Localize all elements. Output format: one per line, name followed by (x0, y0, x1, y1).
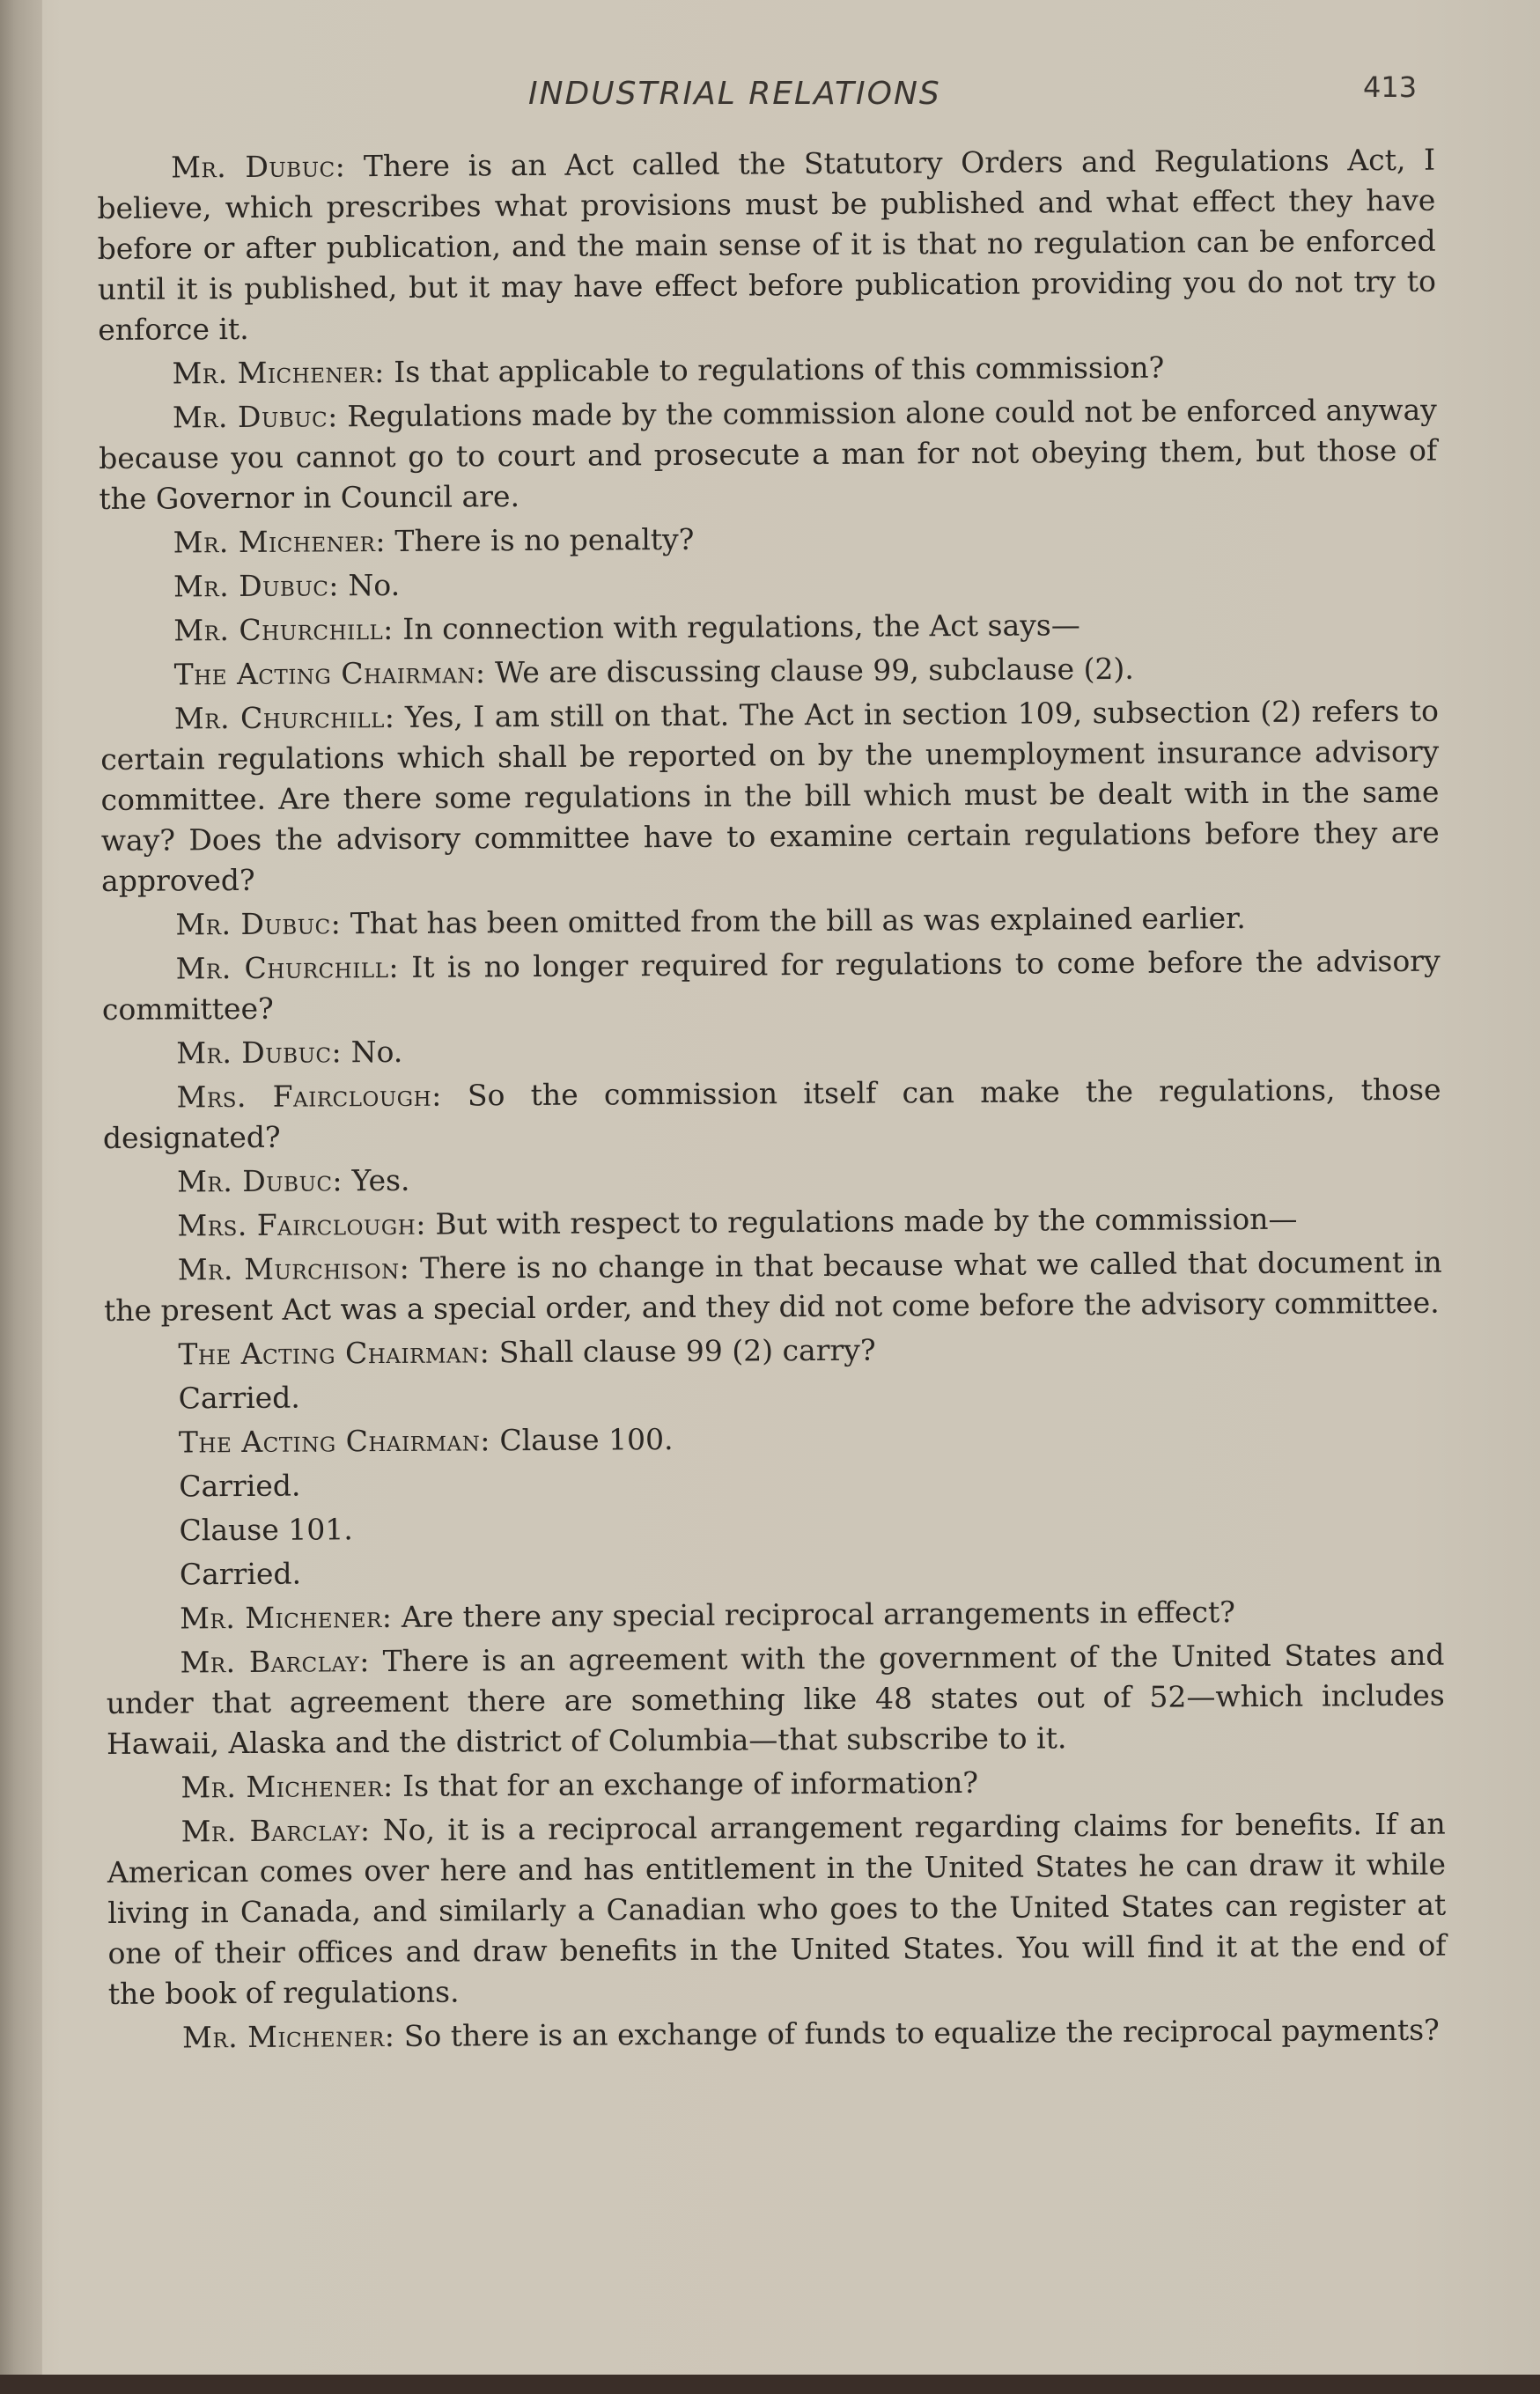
paragraph (108, 2010, 1447, 2059)
speaker-name: Mr. Churchill: (173, 699, 395, 736)
speaker-name: Mr. Dubuc: (175, 906, 342, 942)
paragraph (104, 1242, 1443, 1331)
book-spine-shadow (0, 0, 42, 2394)
speaker-name: Mr. Dubuc: (171, 149, 346, 185)
paragraph-text: There is an agreement with the government of the United States and under that agreement there are something like 48 states out of 52—which includes Hawaii, Alaska and the district of Columbia—that subscribe to it. (106, 1637, 1445, 1761)
speaker-name: Mr. Churchill: (173, 611, 394, 648)
paragraph (105, 1459, 1443, 1507)
paragraph (100, 647, 1439, 696)
paragraph-text: No. (342, 1034, 403, 1070)
paragraph-text: There is no change in that because what we called that document in the present Act was a special order, and they did not come before the advisory committee. (103, 1244, 1442, 1328)
paragraph-text: That has been omitted from the bill as was explained earlier. (341, 901, 1246, 941)
paragraph-text: No. (338, 567, 401, 603)
speaker-name: Mr. Dubuc: (173, 568, 340, 604)
page-number: 413 (1363, 70, 1418, 104)
speaker-name: Mr. Michener: (180, 1599, 393, 1636)
paragraph (102, 1026, 1441, 1074)
speaker-name: Mr. Dubuc: (176, 1035, 343, 1071)
paragraph (99, 603, 1438, 652)
paragraph (105, 1415, 1443, 1463)
paragraph (105, 1371, 1443, 1419)
paragraph-text: It is no longer required for regulations to come before the advisory committee? (101, 943, 1441, 1027)
paragraph-text: Is that applicable to regulations of this commission? (384, 350, 1165, 390)
paragraph (107, 1804, 1447, 2015)
speaker-name: Mrs. Fairclough: (176, 1078, 442, 1115)
paragraph (105, 1503, 1443, 1551)
paragraph-text: No, it is a reciprocal arrangement regarding claims for benefits. If an American comes over here and has entitlement in the United States he can draw it while living in Canada, and similarly a Canadian who goes to the United States can register at one of their offices and draw benefits in the United States. You will find it at the end of the book of regulations. (107, 1806, 1447, 2011)
speaker-name: Mr. Michener: (173, 524, 387, 560)
paragraph (99, 515, 1438, 564)
paragraph (102, 1070, 1441, 1159)
speaker-name: Mr. Churchill: (175, 949, 400, 986)
paragraph-text: There is an Act called the Statutory Orders and Regulations Act, I believe, which prescribes what provisions must be published and what effect they have before or after publication, and the main sense of it is that no regulation can be enforced until it is published, but it may have effect before publication providing you do not try to enforce it. (97, 142, 1437, 347)
speaker-name: Mr. Barclay: (180, 1644, 371, 1680)
paragraph (101, 897, 1440, 946)
speaker-name: The Acting Chairman: (173, 655, 486, 692)
paragraph-text: Clause 101. (179, 1512, 353, 1548)
paragraph-text: Carried. (178, 1380, 300, 1416)
speaker-name: Mr. Michener: (181, 1768, 394, 1805)
paragraph (97, 140, 1436, 350)
paragraph-text: Yes. (342, 1162, 410, 1198)
paragraph (106, 1591, 1444, 1639)
speaker-name: Mr. Dubuc: (177, 1163, 343, 1199)
running-head-title: INDUSTRIAL RELATIONS (528, 76, 941, 112)
paragraph-text: There is no penalty? (385, 521, 695, 559)
paragraph (100, 691, 1440, 902)
speaker-name: The Acting Chairman: (178, 1423, 491, 1460)
paragraph-text: Shall clause 99 (2) carry? (490, 1332, 876, 1370)
page-bottom-edge (0, 2375, 1540, 2394)
paragraph-text: Clause 100. (490, 1422, 674, 1458)
paragraph-text: Regulations made by the commission alone could not be enforced anyway because you cannot go to court and prosecute a man for not obeying them, but those of the Governor in Council are. (99, 392, 1438, 516)
speaker-name: Mr. Barclay: (181, 1813, 371, 1849)
speaker-name: Mr. Michener: (172, 355, 385, 391)
paragraph (103, 1198, 1441, 1247)
paragraph-text: Carried. (179, 1556, 302, 1592)
paragraph-text: So the commission itself can make the regulations, those designated? (102, 1072, 1441, 1155)
speaker-name: Mr. Michener: (181, 2018, 395, 2055)
paragraph-text: But with respect to regulations made by the commission— (425, 1201, 1298, 1241)
speaker-name: Mr. Dubuc: (172, 399, 338, 435)
paragraph (99, 390, 1438, 519)
paragraph (102, 941, 1441, 1030)
speaker-name: Mrs. Fairclough: (177, 1206, 427, 1243)
paragraph (106, 1635, 1445, 1764)
paragraph-text: Yes, I am still on that. The Act in section 109, subsection (2) refers to certain regulations which shall be reported on by the unemployment insurance advisory committee. Are there some regulations in the bill which must be dealt with in the same way? Does the advisory committee have to examine certain regulations before they are approved? (100, 693, 1440, 898)
paragraph (98, 346, 1436, 394)
paragraph (103, 1154, 1441, 1203)
paragraph-text: We are discussing clause 99, subclause (2). (485, 651, 1134, 690)
paragraph (107, 1760, 1445, 1808)
paragraph (106, 1547, 1444, 1595)
speaker-name: The Acting Chairman: (178, 1335, 490, 1372)
paragraph-text: Are there any special reciprocal arrangements in effect? (392, 1595, 1236, 1634)
paragraph (99, 559, 1438, 608)
transcript-body (97, 140, 1447, 2062)
paragraph-text: Is that for an exchange of information? (393, 1764, 979, 1803)
paragraph-text: Carried. (179, 1468, 301, 1504)
paragraph-text: In connection with regulations, the Act says— (393, 608, 1080, 646)
speaker-name: Mr. Murchison: (177, 1250, 410, 1287)
paragraph (104, 1327, 1442, 1375)
paragraph-text: So there is an exchange of funds to equalize the reciprocal payments? (394, 2012, 1440, 2053)
